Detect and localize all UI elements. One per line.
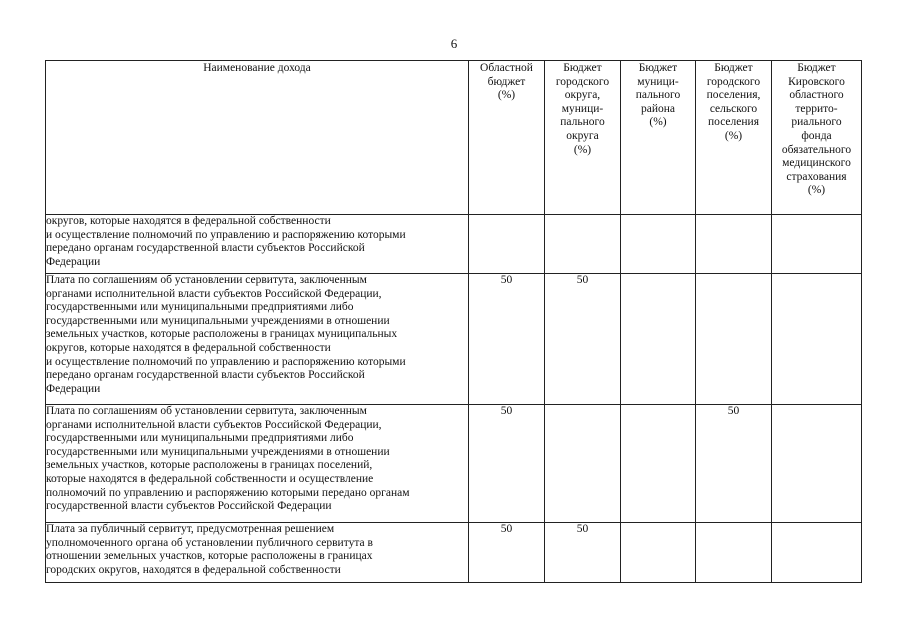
header-line: (%) <box>724 129 743 142</box>
income-name-line: Федерации <box>46 382 101 395</box>
income-name-line: государственными или муниципальными учреждениями в отношении <box>46 314 390 327</box>
income-name-line: Федерации <box>46 255 101 268</box>
header-line: городского <box>555 75 610 88</box>
income-name-line: государственными или муниципальными учреждениями в отношении <box>46 445 390 458</box>
header-income-name <box>46 61 469 215</box>
header-line: городского <box>706 75 761 88</box>
regional-budget-value <box>469 215 545 274</box>
header-line: областного <box>789 89 844 102</box>
header-line: (%) <box>497 89 516 102</box>
settlement-budget-value: 50 <box>696 405 772 523</box>
header-line: Бюджет <box>563 62 602 74</box>
table-row <box>46 523 862 583</box>
header-regional-budget <box>469 61 545 215</box>
settlement-budget-value <box>696 215 772 274</box>
health-insurance-fund-value <box>772 405 862 523</box>
regional-budget-value: 50 <box>469 274 545 405</box>
income-name-line: отношении земельных участков, которые расположены в границах <box>46 550 373 563</box>
health-insurance-fund-value <box>772 523 862 583</box>
header-line: (%) <box>649 116 667 129</box>
header-line: округа <box>566 129 599 142</box>
income-name-line: земельных участков, которые расположены в границах муниципальных <box>46 328 398 341</box>
header-line: муници- <box>561 102 604 115</box>
income-name-cell <box>46 523 469 583</box>
table-row <box>46 274 862 405</box>
header-line: Бюджет <box>638 62 678 74</box>
header-line: пального <box>635 89 681 102</box>
income-name-cell <box>46 274 469 405</box>
income-name-line: земельных участков, которые расположены в границах поселений, <box>46 459 373 472</box>
header-settlement-budget <box>696 61 772 215</box>
income-name-line: округов, которые находятся в федеральной собственности <box>46 215 331 227</box>
city-district-budget-value: 50 <box>545 523 621 583</box>
header-line: бюджет <box>487 75 526 88</box>
municipal-area-budget-value <box>621 215 696 274</box>
income-name-line: Плата по соглашениям об установлении сервитута, заключенным <box>46 405 367 417</box>
income-name-line: государственными или муниципальными предприятиями либо <box>46 432 354 445</box>
income-distribution-table <box>45 60 862 583</box>
header-line: округа, <box>564 89 601 102</box>
settlement-budget-value <box>696 523 772 583</box>
header-line: террито- <box>795 102 838 115</box>
health-insurance-fund-value <box>772 274 862 405</box>
header-line: риального <box>791 116 842 129</box>
municipal-area-budget-value <box>621 523 696 583</box>
income-name-line: Плата за публичный сервитут, предусмотренная решением <box>46 523 335 535</box>
regional-budget-value: 50 <box>469 405 545 523</box>
header-line: обязательного <box>781 143 852 156</box>
header-line: сельского <box>709 102 758 115</box>
income-name-cell <box>46 405 469 523</box>
header-line: Бюджет <box>714 62 753 74</box>
header-line: района <box>640 102 676 115</box>
settlement-budget-value <box>696 274 772 405</box>
income-name-line: передано органам государственной власти субъектов Российской <box>46 369 365 382</box>
health-insurance-fund-value <box>772 215 862 274</box>
header-line: Кировского <box>788 75 845 88</box>
header-line: страхования <box>786 170 847 183</box>
income-name-line: городских округов, находятся в федеральной собственности <box>46 563 341 576</box>
page-number: 6 <box>450 36 458 51</box>
municipal-area-budget-value <box>621 274 696 405</box>
header-line: (%) <box>807 184 826 197</box>
income-name-line: которые находятся в федеральной собственности и осуществление <box>46 472 374 485</box>
income-name-line: и осуществление полномочий по управлению и распоряжению которыми <box>46 355 406 368</box>
income-name-line: округов, которые находятся в федеральной собственности <box>46 341 331 354</box>
city-district-budget-value: 50 <box>545 274 621 405</box>
income-name-line: государственными или муниципальными предприятиями либо <box>46 301 354 314</box>
regional-budget-value: 50 <box>469 523 545 583</box>
header-city-district-budget <box>545 61 621 215</box>
header-line: фонда <box>801 129 832 142</box>
header-line: поселения, <box>706 89 761 102</box>
income-name-cell <box>46 215 469 274</box>
header-line: (%) <box>573 143 592 156</box>
header-line: Бюджет <box>797 62 836 74</box>
header-line: поселения <box>708 116 759 129</box>
table-row <box>46 215 862 274</box>
income-name-line: государственной власти субъектов Российской Федерации <box>46 500 332 513</box>
city-district-budget-value <box>545 405 621 523</box>
income-name-line: передано органам государственной власти субъектов Российской <box>46 242 365 255</box>
header-line: Областной <box>480 62 533 74</box>
header-line: медицинского <box>782 157 851 170</box>
income-name-line: уполномоченного органа об установлении публичного сервитута в <box>46 536 373 549</box>
table-row <box>46 405 862 523</box>
income-name-line: органами исполнительной власти субъектов Российской Федерации, <box>46 287 382 300</box>
header-health-insurance-fund-budget <box>772 61 862 215</box>
header-line: пального <box>560 116 605 129</box>
income-name-line: полномочий по управлению и распоряжению которыми передано органам <box>46 486 410 499</box>
header-municipal-area-budget <box>621 61 696 215</box>
municipal-area-budget-value <box>621 405 696 523</box>
income-name-line: и осуществление полномочий по управлению и распоряжению которыми <box>46 228 406 241</box>
income-name-line: органами исполнительной власти субъектов Российской Федерации, <box>46 418 382 431</box>
table-header-row <box>46 61 862 215</box>
city-district-budget-value <box>545 215 621 274</box>
header-line: муници- <box>637 75 679 88</box>
header-line: Наименование дохода <box>203 62 311 74</box>
income-name-line: Плата по соглашениям об установлении сервитута, заключенным <box>46 274 367 286</box>
